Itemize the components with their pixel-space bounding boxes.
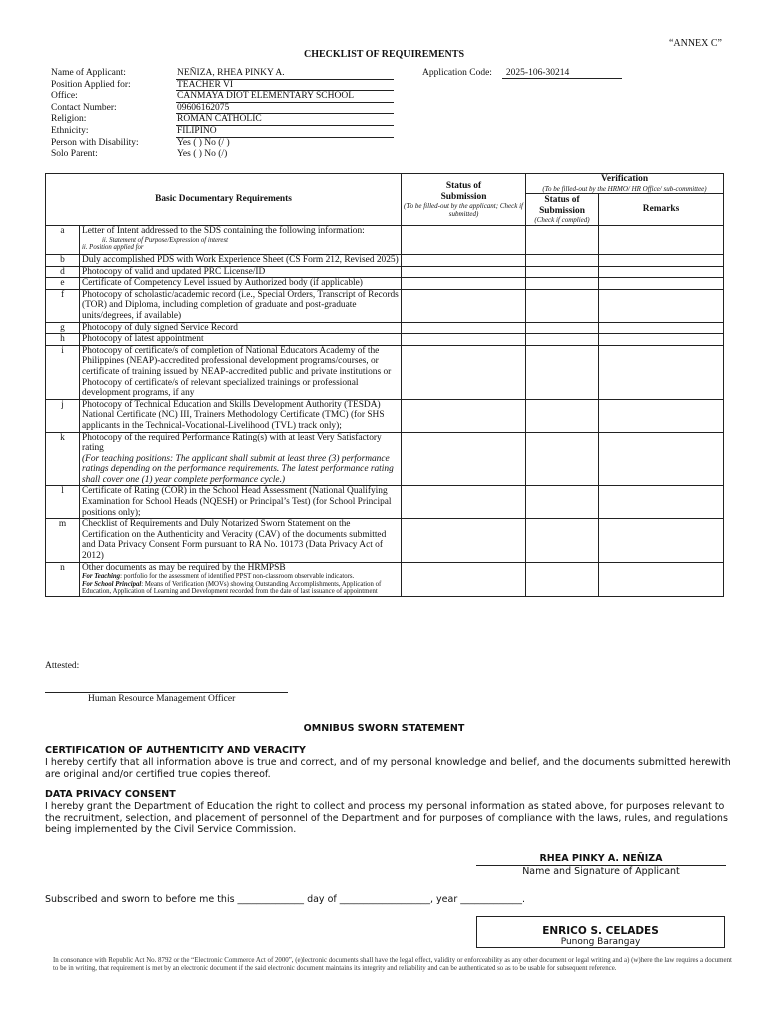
row-requirement: Photocopy of valid and updated PRC License/ID (80, 266, 402, 278)
applicant-signature-caption: Name and Signature of Applicant (522, 866, 680, 877)
row-letter: k (46, 432, 80, 486)
hrmo-signature-line (45, 692, 288, 693)
header-verification (526, 174, 724, 194)
cert-text: I hereby certify that all information above is true and correct, and of my personal knowledge and belief, and the documents submitted herewith are original and/or certified true copies thereof. (45, 757, 731, 780)
header-remarks-text: Remarks (642, 204, 680, 215)
field-label: Position Applied for: (51, 79, 131, 90)
row-letter: d (46, 266, 80, 278)
principal-label: For School Principal (82, 580, 142, 588)
row-letter: e (46, 278, 80, 290)
status-cell[interactable] (402, 399, 526, 432)
ver-status-cell[interactable] (526, 519, 599, 562)
field-label: Office: (51, 91, 78, 102)
remarks-cell[interactable] (599, 432, 724, 486)
application-code-label: Application Code: (422, 68, 492, 78)
teaching-label: For Teaching (82, 573, 121, 581)
remarks-cell[interactable] (599, 289, 724, 322)
row-requirement: Photocopy of Technical Education and Skills Development Authority (TESDA) National Certificate (NC) III, Trainers Methodology Certificate (TMC) (for SHS applicants in the Technical-Vocational-Livelihood (TVL) track only); (80, 399, 402, 432)
ver-status-cell[interactable] (526, 226, 599, 255)
field-label: Ethnicity: (51, 125, 89, 136)
row-letter: h (46, 334, 80, 346)
row-subitem: ii. Statement of Purpose/Expression of interest (102, 236, 228, 244)
field-contact (51, 103, 394, 115)
status-cell[interactable] (402, 486, 526, 519)
row-requirement: Certificate of Rating (COR) in the School Head Assessment (National Qualifying Examination for School Heads (NQESH) or Principal’s Test) (for School Principal positions only); (80, 486, 402, 519)
remarks-cell[interactable] (599, 255, 724, 267)
ver-status-cell[interactable] (526, 399, 599, 432)
principal-text: : Means of Verification (MOVs) showing Outstanding Accomplishments, Application of Education, Application of Learning and Development recorded from the date of last issuance of appointment (82, 580, 382, 596)
ver-status-cell[interactable] (526, 345, 599, 399)
table-row (46, 399, 724, 432)
table-row (46, 226, 724, 255)
official-name: ENRICO S. CELADES (542, 925, 659, 937)
field-value: TEACHER VI (176, 80, 394, 92)
header-verification-note: (To be filled-out by the HRMO/ HR Office/ sub-committee) (542, 184, 707, 193)
header-status (402, 174, 526, 226)
row-principal-note (82, 581, 399, 596)
row-requirement: Photocopy of latest appointment (80, 334, 402, 346)
hrmo-title: Human Resource Management Officer (88, 694, 236, 704)
status-cell[interactable] (402, 226, 526, 255)
status-cell[interactable] (402, 345, 526, 399)
row-requirement: Photocopy of scholastic/academic record (i.e., Special Orders, Transcript of Records (TOR) and Diploma, including completion of graduate and post-graduate units/degrees, if available) (80, 289, 402, 322)
row-requirement: Certificate of Competency Level issued by Authorized body (if applicable) (80, 278, 402, 290)
field-position (51, 80, 394, 92)
header-status-note: (To be filled-out by the applicant; Check if submitted) (404, 202, 523, 219)
row-letter: l (46, 486, 80, 519)
table-row (46, 562, 724, 596)
header-remarks (599, 194, 724, 226)
table-row (46, 432, 724, 486)
row-requirement: Photocopy of certificate/s of completion of National Educators Academy of the Philippines (NEAP)-accredited professional development programs/courses, or certificate of training issued by NEAP-accredited public and private institutions or Photocopy of certificate/s of relevant specialized trainings or professional development programs, if any (80, 345, 402, 399)
row-requirement: Checklist of Requirements and Duly Notarized Sworn Statement on the Certification on the Authenticity and Veracity (CAV) of the documents submitted and Data Privacy Consent Form pursuant to RA No. 10173 (Data Privacy Act of 2012) (80, 519, 402, 562)
row-letter: g (46, 322, 80, 334)
row-requirement: Photocopy of duly signed Service Record (80, 322, 402, 334)
ver-status-cell[interactable] (526, 562, 599, 596)
table-row (46, 322, 724, 334)
field-value: Yes ( ) No (/ ) (177, 137, 230, 148)
ver-status-cell[interactable] (526, 432, 599, 486)
table-row (46, 334, 724, 346)
application-code-value: 2025-106-30214 (502, 68, 622, 79)
row-letter: a (46, 226, 80, 255)
row-teaching-note (82, 573, 399, 581)
field-pwd (51, 138, 394, 150)
remarks-cell[interactable] (599, 334, 724, 346)
remarks-cell[interactable] (599, 322, 724, 334)
field-ethnicity (51, 126, 394, 138)
header-requirements-text: Basic Documentary Requirements (155, 194, 292, 205)
table-row (46, 266, 724, 278)
row-text: Letter of Intent addressed to the SDS containing the following information: (82, 226, 365, 236)
privacy-text: I hereby grant the Department of Education the right to collect and process my personal information as stated above, for purposes relevant to the recruitment, selection, and placement of personnel of the Department and for purposes of compliance with the laws, rules, and regulations being implemented by the Civil Service Commission. (45, 801, 728, 835)
row-requirement (80, 226, 402, 255)
field-religion (51, 114, 394, 126)
field-label: Contact Number: (51, 102, 117, 113)
row-letter: b (46, 255, 80, 267)
row-letter: j (46, 399, 80, 432)
row-letter: n (46, 562, 80, 596)
field-value: CANMAYA DIOT ELEMENTARY SCHOOL (176, 91, 394, 103)
ver-status-cell[interactable] (526, 334, 599, 346)
field-value: FILIPINO (176, 126, 394, 138)
remarks-cell[interactable] (599, 519, 724, 562)
header-status-text: Status of Submission (440, 180, 487, 202)
annex-label: “ANNEX C” (668, 38, 722, 49)
ver-status-cell[interactable] (526, 486, 599, 519)
status-cell[interactable] (402, 562, 526, 596)
status-cell[interactable] (402, 255, 526, 267)
remarks-cell[interactable] (599, 562, 724, 596)
privacy-heading: DATA PRIVACY CONSENT (45, 789, 176, 800)
ver-status-cell[interactable] (526, 255, 599, 267)
status-cell[interactable] (402, 432, 526, 486)
sworn-statement-line: Subscribed and sworn to before me this ______________ day of ___________________, year _____________. (45, 894, 526, 905)
field-name (51, 68, 394, 80)
page-title: CHECKLIST OF REQUIREMENTS (303, 49, 465, 60)
field-label: Religion: (51, 114, 87, 125)
field-label: Solo Parent: (51, 149, 98, 160)
status-cell[interactable] (402, 289, 526, 322)
table-row (46, 345, 724, 399)
row-subitem: ii. Position applied for (82, 244, 144, 252)
requirements-table (45, 173, 724, 597)
status-cell[interactable] (402, 278, 526, 290)
header-ver-status-text: Status of Submission (539, 194, 585, 216)
field-solo-parent (51, 149, 394, 161)
row-text: Other documents as may be required by the HRMPSB (82, 562, 286, 573)
teaching-text: : portfolio for the assessment of identified PPST non-classroom observable indicators. (120, 573, 355, 581)
header-requirements (46, 174, 402, 226)
remarks-cell[interactable] (599, 486, 724, 519)
row-requirement (80, 432, 402, 486)
header-ver-status-note: (Check if complied) (534, 216, 590, 225)
header-verification-text: Verification (601, 174, 649, 184)
status-cell[interactable] (402, 519, 526, 562)
field-value: 09606162075 (176, 103, 394, 115)
table-row (46, 278, 724, 290)
remarks-cell[interactable] (599, 345, 724, 399)
status-cell[interactable] (402, 322, 526, 334)
table-row (46, 486, 724, 519)
field-value: NEÑIZA, RHEA PINKY A. (176, 68, 394, 80)
remarks-cell[interactable] (599, 399, 724, 432)
omnibus-title: OMNIBUS SWORN STATEMENT (303, 723, 465, 734)
status-cell[interactable] (402, 266, 526, 278)
row-requirement (80, 562, 402, 596)
ver-status-cell[interactable] (526, 322, 599, 334)
official-box (476, 916, 725, 948)
header-ver-status (526, 194, 599, 226)
row-letter: f (46, 289, 80, 322)
remarks-cell[interactable] (599, 266, 724, 278)
field-value: ROMAN CATHOLIC (176, 114, 394, 126)
official-position: Punong Barangay (560, 937, 641, 947)
status-cell[interactable] (402, 334, 526, 346)
table-row (46, 255, 724, 267)
table-row (46, 289, 724, 322)
application-code (422, 68, 622, 79)
attested-label: Attested: (45, 661, 80, 671)
cert-heading: CERTIFICATION OF AUTHENTICITY AND VERACITY (45, 745, 306, 756)
field-label: Name of Applicant: (51, 68, 126, 78)
remarks-cell[interactable] (599, 226, 724, 255)
field-office (51, 91, 394, 103)
ver-status-cell[interactable] (526, 289, 599, 322)
ver-status-cell[interactable] (526, 266, 599, 278)
field-label: Person with Disability: (51, 137, 139, 148)
row-letter: i (46, 345, 80, 399)
applicant-signature-name: RHEA PINKY A. NEÑIZA (539, 853, 663, 864)
row-text: Photocopy of the required Performance Rating(s) with at least Very Satisfactory rating (82, 432, 382, 454)
field-value: Yes ( ) No (/) (177, 149, 228, 160)
footer-disclaimer: In consonance with Republic Act No. 8792 or the “Electronic Commerce Act of 2000”, (e)lectronic documents shall have the legal effect, validity or enforceability as any other document or legal writing and a) (w)here the law requires a document to be in writing, that requirement is met by an electronic document if the said electronic document maintains its integrity and reliability and can be authenticated so as to be usable for subsequent reference. (53, 957, 732, 973)
ver-status-cell[interactable] (526, 278, 599, 290)
row-requirement: Duly accomplished PDS with Work Experience Sheet (CS Form 212, Revised 2025) (80, 255, 402, 267)
remarks-cell[interactable] (599, 278, 724, 290)
row-letter: m (46, 519, 80, 562)
table-row (46, 519, 724, 562)
applicant-info (51, 68, 394, 161)
row-note: (For teaching positions: The applicant shall submit at least three (3) performance ratings depending on the performance requirements. The latest performance rating shall cover one (1) year complete performance cycle.) (82, 453, 394, 485)
